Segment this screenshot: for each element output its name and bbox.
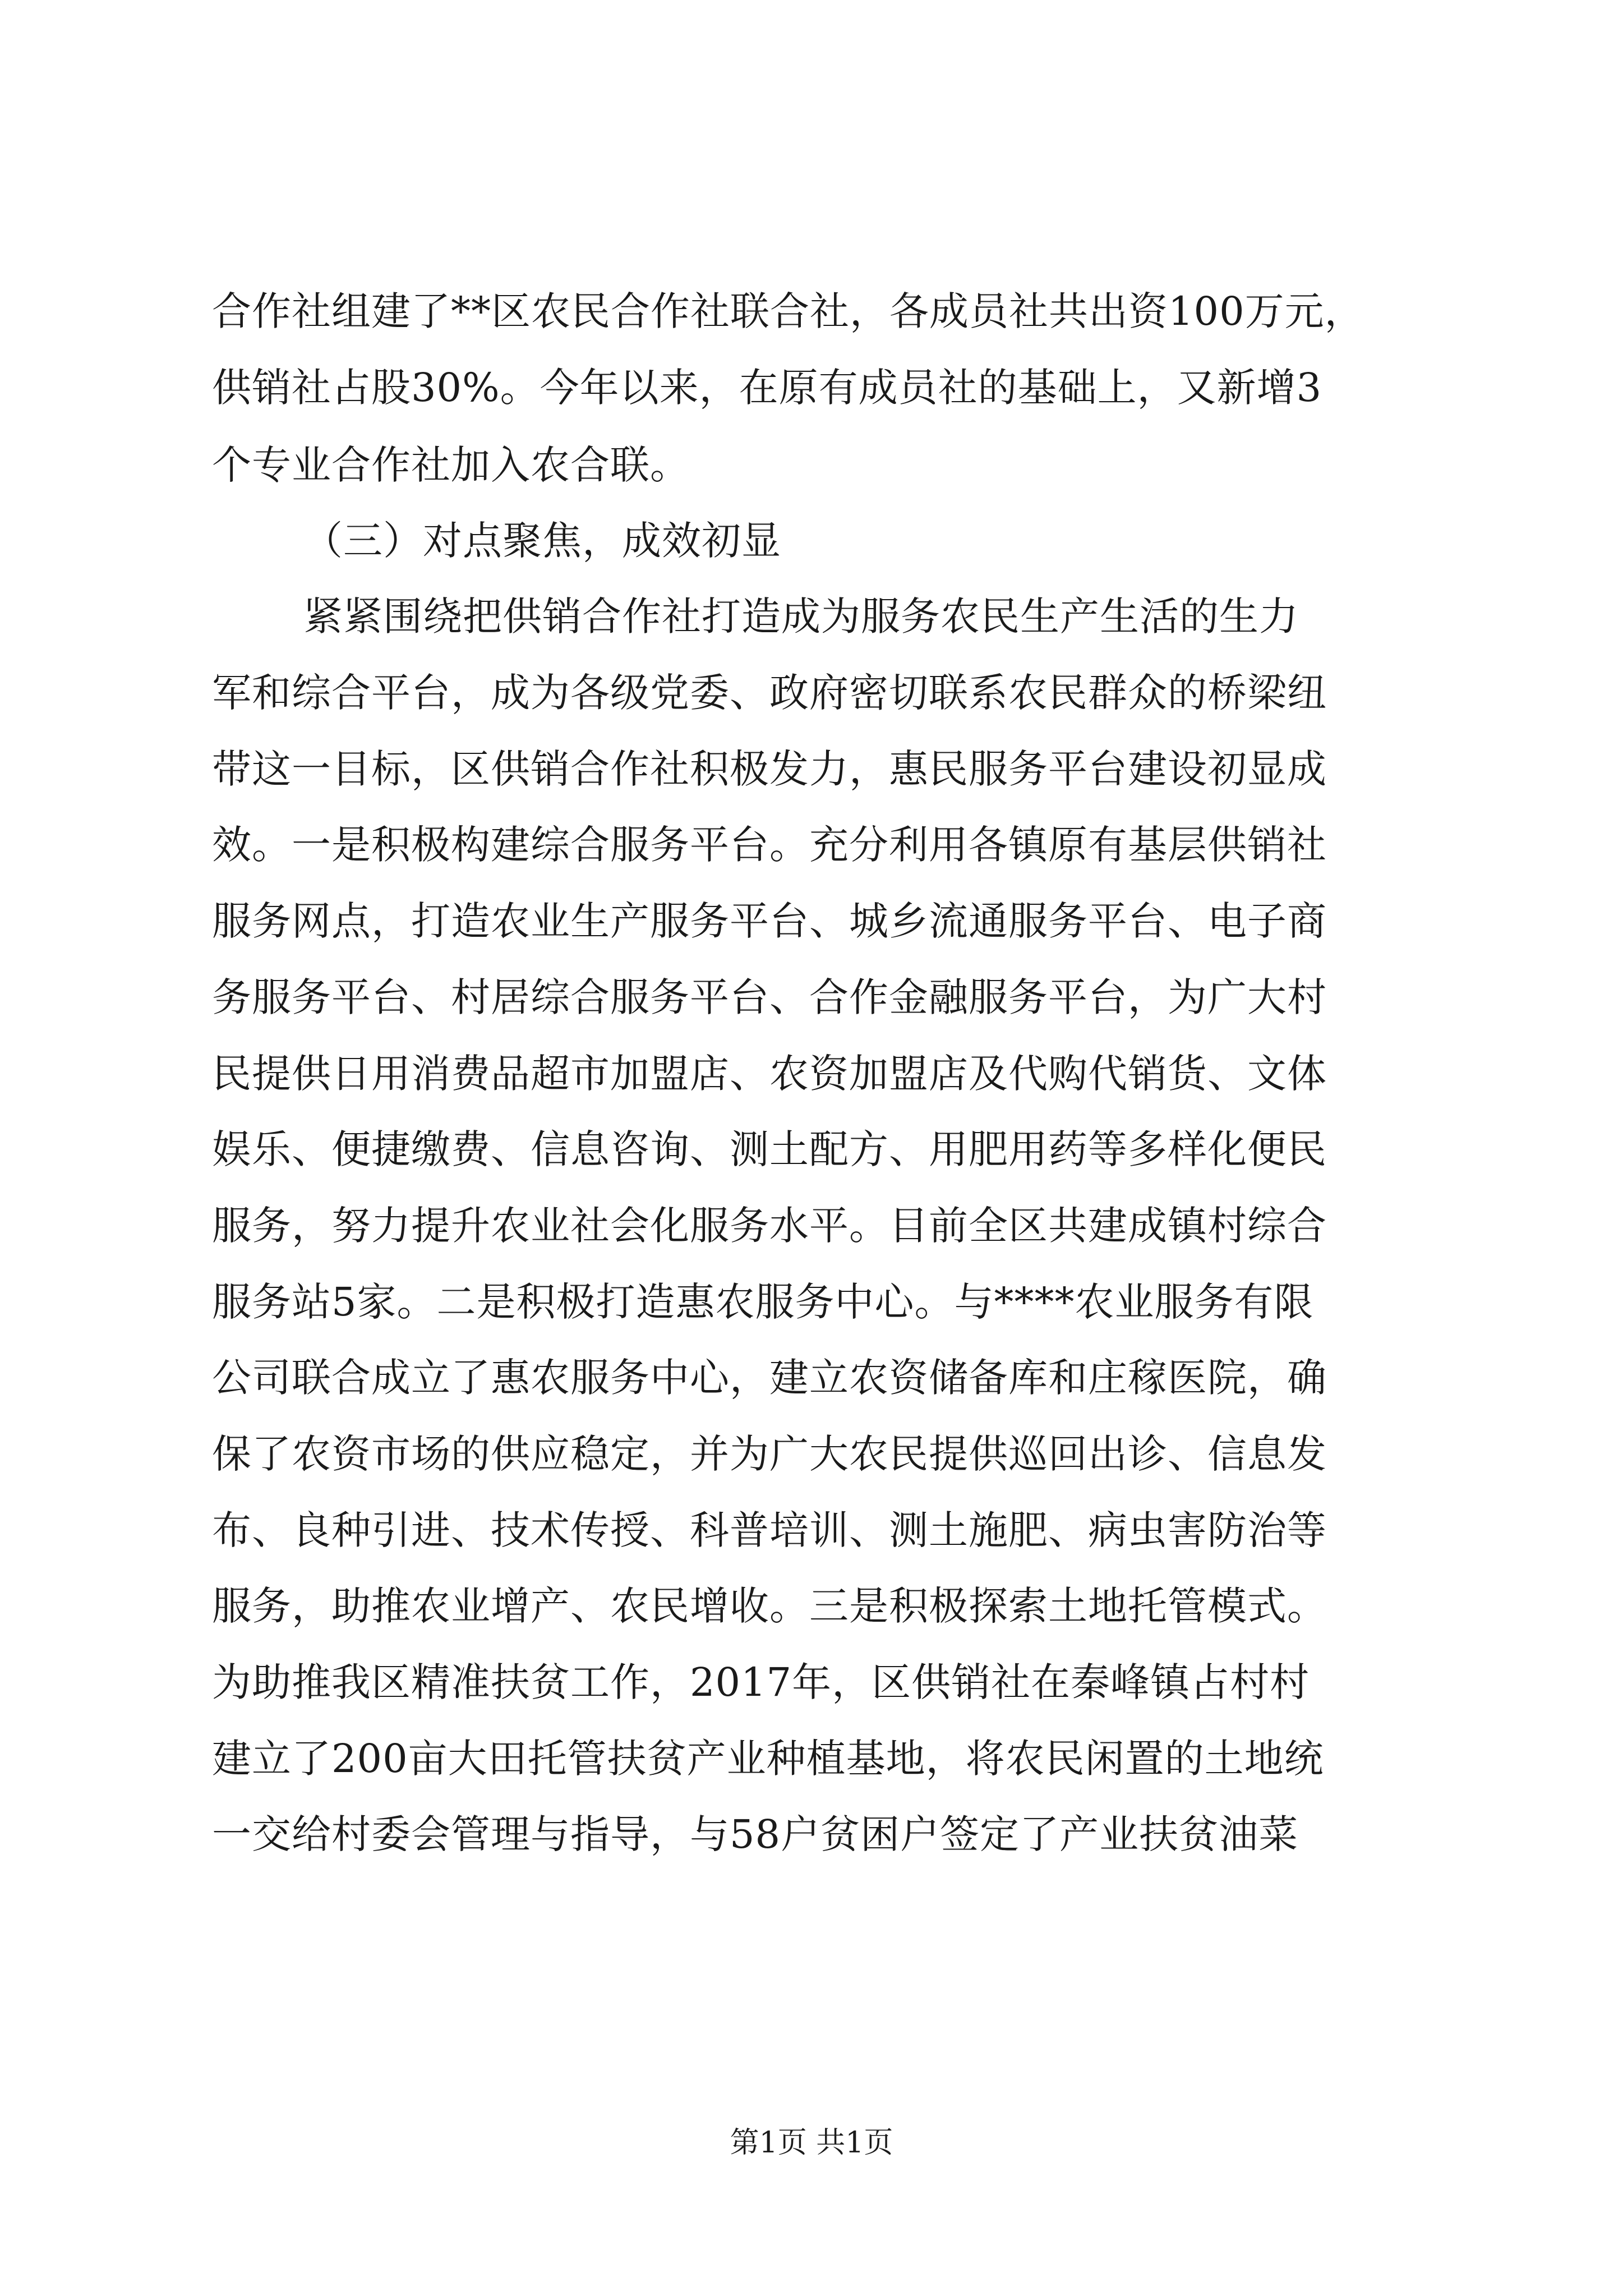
paragraph-line: 服务，努力提升农业社会化服务水平。目前全区共建成镇村综合: [212, 1203, 1327, 1249]
paragraph-line: 服务，助推农业增产、农民增收。三是积极探索土地托管模式。: [212, 1583, 1327, 1629]
paragraph-line: 保了农资市场的供应稳定，并为广大农民提供巡回出诊、信息发: [212, 1431, 1327, 1477]
paragraph-line: 服务网点，打造农业生产服务平台、城乡流通服务平台、电子商: [212, 898, 1327, 944]
paragraph-line: 服务站5家。二是积极打造惠农服务中心。与****农业服务有限: [212, 1279, 1314, 1325]
paragraph-line: 娱乐、便捷缴费、信息咨询、测土配方、用肥用药等多样化便民: [212, 1126, 1327, 1172]
page-footer: 第1页 共1页: [730, 2126, 893, 2160]
paragraph-line: 合作社组建了**区农民合作社联合社，各成员社共出资100万元，: [212, 288, 1364, 334]
paragraph-line: 供销社占股30%。今年以来，在原有成员社的基础上，又新增3: [212, 365, 1322, 411]
paragraph-line: 务服务平台、村居综合服务平台、合作金融服务平台，为广大村: [212, 974, 1327, 1020]
paragraph-line: 一交给村委会管理与指导，与58户贫困户签定了产业扶贫油菜: [212, 1811, 1299, 1857]
paragraph-line: 带这一目标，区供销合作社积极发力，惠民服务平台建设初显成: [212, 746, 1327, 792]
paragraph-line: 效。一是积极构建综合服务平台。充分利用各镇原有基层供销社: [212, 822, 1327, 868]
paragraph-line: 民提供日用消费品超市加盟店、农资加盟店及代购代销货、文体: [212, 1051, 1327, 1097]
paragraph-line: 建立了200亩大田托管扶贫产业种植基地，将农民闲置的土地统: [212, 1736, 1324, 1782]
paragraph-line: 布、良种引进、技术传授、科普培训、测土施肥、病虫害防治等: [212, 1507, 1327, 1553]
paragraph-line: 军和综合平台，成为各级党委、政府密切联系农民群众的桥梁纽: [212, 670, 1327, 716]
paragraph-line: 为助推我区精准扶贫工作，2017年，区供销社在秦峰镇占村村: [212, 1659, 1310, 1705]
paragraph-line: 紧紧围绕把供销合作社打造成为服务农民生产生活的生力: [303, 593, 1299, 639]
paragraph-line: 公司联合成立了惠农服务中心，建立农资储备库和庄稼医院，确: [212, 1355, 1327, 1401]
paragraph-line: 个专业合作社加入农合联。: [212, 442, 690, 488]
section-heading: （三）对点聚焦，成效初显: [303, 518, 781, 564]
